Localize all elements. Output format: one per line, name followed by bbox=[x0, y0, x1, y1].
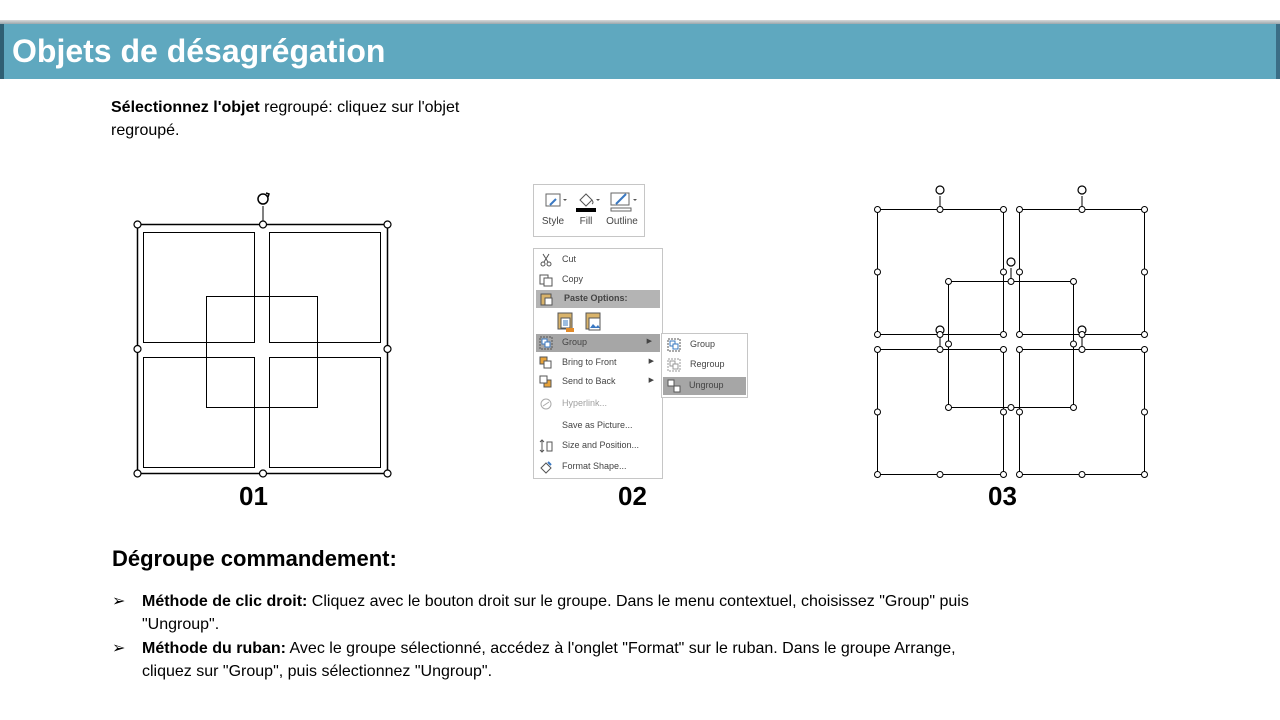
style-label: Style bbox=[541, 216, 565, 227]
ungroup-icon bbox=[667, 379, 681, 393]
menu-label-group: Group bbox=[562, 337, 588, 347]
menu-label-send-to-back: Send to Back bbox=[562, 376, 616, 386]
menu-label-format-shape: Format Shape... bbox=[562, 461, 627, 471]
slide-title: Objets de désagrégation bbox=[12, 33, 386, 69]
regroup-icon bbox=[667, 358, 681, 372]
title-bar bbox=[4, 24, 1280, 79]
submenu-item-regroup[interactable] bbox=[662, 356, 747, 374]
submenu-item-group[interactable] bbox=[662, 336, 747, 354]
outline-label: Outline bbox=[606, 216, 638, 227]
submenu-arrow-icon: ▶ bbox=[646, 338, 652, 345]
group-icon bbox=[667, 338, 681, 352]
menu-label-copy: Copy bbox=[562, 274, 584, 284]
submenu-arrow-icon: ▶ bbox=[648, 377, 654, 384]
figure-label-01: 01 bbox=[239, 481, 268, 511]
hyperlink-icon bbox=[539, 397, 553, 411]
size-and-position-icon bbox=[539, 439, 553, 453]
bullet-item-ribbon bbox=[112, 637, 992, 683]
figure-01-grouped-object bbox=[120, 185, 410, 485]
figure-03-ungrouped-objects bbox=[868, 180, 1153, 485]
bullet-bold: Méthode de clic droit: bbox=[142, 593, 308, 610]
figure-label-02: 02 bbox=[618, 481, 647, 511]
intro-text bbox=[111, 96, 531, 142]
menu-item-bring-to-front[interactable] bbox=[534, 354, 662, 372]
bullet-bold: Méthode du ruban: bbox=[142, 640, 286, 657]
context-menu bbox=[533, 248, 663, 479]
fill-bucket-icon bbox=[573, 191, 601, 213]
menu-header-paste-options bbox=[536, 290, 660, 308]
bullet-arrow-icon: ➢ bbox=[112, 593, 126, 610]
rotate-handle-icon bbox=[936, 186, 1086, 334]
submenu-arrow-icon: ▶ bbox=[648, 358, 654, 365]
section-title: Dégroupe commandement: bbox=[112, 546, 397, 571]
style-icon bbox=[542, 191, 568, 211]
menu-label-paste-options: Paste Options: bbox=[564, 293, 628, 303]
paste-picture-icon[interactable] bbox=[584, 311, 604, 333]
menu-item-format-shape[interactable] bbox=[534, 458, 662, 476]
bullet-item-right-click bbox=[112, 590, 992, 636]
scissors-icon bbox=[539, 253, 553, 267]
menu-item-save-as-picture[interactable] bbox=[534, 417, 662, 435]
menu-label-bring-to-front: Bring to Front bbox=[562, 357, 617, 367]
group-icon bbox=[539, 336, 553, 350]
bring-to-front-icon bbox=[539, 356, 553, 370]
fill-label: Fill bbox=[579, 216, 593, 227]
outline-button[interactable] bbox=[604, 189, 640, 233]
intro-rest: regroupé: cliquez sur l'objet regroupé. bbox=[111, 99, 460, 139]
group-submenu bbox=[661, 333, 748, 398]
format-shape-icon bbox=[539, 460, 553, 474]
menu-item-group[interactable] bbox=[536, 334, 660, 352]
shape-styles-ribbon bbox=[533, 184, 645, 237]
bullet-list bbox=[112, 590, 992, 684]
submenu-item-ungroup[interactable] bbox=[663, 377, 746, 395]
bullet-arrow-icon: ➢ bbox=[112, 640, 126, 657]
fill-button[interactable] bbox=[571, 189, 601, 233]
intro-bold: Sélectionnez l'objet bbox=[111, 99, 260, 116]
menu-item-send-to-back[interactable] bbox=[534, 373, 662, 391]
menu-item-copy[interactable] bbox=[534, 271, 662, 289]
bullet-text: Cliquez avec le bouton droit sur le groupe. Dans le menu contextuel, choisissez "Group" puis "Ungroup". bbox=[142, 593, 969, 633]
menu-label-hyperlink: Hyperlink... bbox=[562, 398, 608, 408]
figure-label-03: 03 bbox=[988, 481, 1017, 511]
submenu-label-ungroup: Ungroup bbox=[689, 380, 724, 390]
menu-label-save-as-picture: Save as Picture... bbox=[562, 420, 633, 430]
menu-item-size-and-position[interactable] bbox=[534, 437, 662, 455]
send-to-back-icon bbox=[539, 375, 553, 389]
style-button[interactable] bbox=[538, 189, 568, 233]
outline-pen-icon bbox=[606, 191, 640, 213]
submenu-label-regroup: Regroup bbox=[690, 359, 725, 369]
copy-icon bbox=[539, 273, 553, 287]
bullet-text: Avec le groupe sélectionné, accédez à l'onglet "Format" sur le ruban. Dans le groupe Arrange, cliquez sur "Group", puis sélectionnez "Ungroup". bbox=[142, 640, 956, 680]
menu-item-cut[interactable] bbox=[534, 251, 662, 269]
menu-label-size-and-position: Size and Position... bbox=[562, 440, 640, 450]
clipboard-icon bbox=[539, 292, 553, 306]
submenu-label-group: Group bbox=[690, 339, 716, 349]
paste-keep-formatting-icon[interactable] bbox=[556, 311, 576, 333]
menu-item-hyperlink bbox=[534, 395, 662, 413]
rotate-handle-icon bbox=[258, 193, 269, 204]
menu-label-cut: Cut bbox=[562, 254, 577, 264]
